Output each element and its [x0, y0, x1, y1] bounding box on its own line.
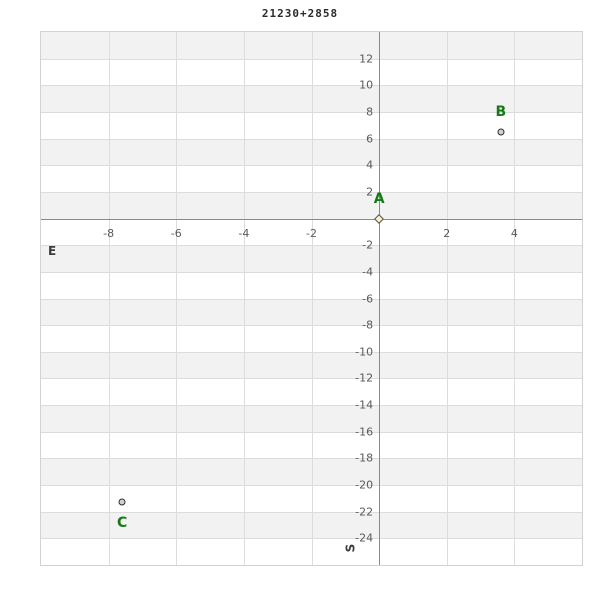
vertical-gridline — [244, 32, 245, 565]
vertical-gridline — [312, 32, 313, 565]
data-point-c-marker — [119, 499, 126, 506]
y-tick-label: -22 — [355, 505, 374, 519]
chart-title: 21230+2858 — [261, 7, 339, 20]
y-tick-label: -4 — [362, 265, 374, 279]
vertical-gridline — [447, 32, 448, 565]
y-axis-line — [379, 32, 380, 565]
data-point-a-label: A — [373, 190, 385, 207]
y-tick-label: 6 — [366, 132, 374, 146]
y-tick-label: -6 — [362, 292, 374, 305]
y-tick-label: -24 — [355, 531, 374, 545]
y-tick-label: -10 — [355, 345, 374, 359]
data-point-b-label: B — [495, 103, 507, 120]
y-tick-label: -18 — [355, 451, 374, 465]
y-tick-label: -8 — [362, 318, 374, 332]
x-tick-label: -8 — [103, 226, 115, 240]
y-tick-label: -16 — [355, 425, 374, 439]
y-tick-label: -14 — [355, 398, 374, 412]
y-tick-label: 2 — [366, 185, 374, 199]
x-tick-label: -2 — [306, 226, 317, 240]
y-tick-label: 12 — [359, 52, 374, 66]
y-axis-direction-label-south: S — [343, 543, 358, 553]
data-point-b-marker — [497, 128, 504, 135]
vertical-gridline — [176, 32, 177, 565]
x-tick-label: -6 — [170, 226, 182, 240]
y-tick-label: -12 — [355, 371, 374, 385]
plot-area — [40, 31, 583, 566]
x-tick-label: 2 — [443, 226, 451, 240]
y-tick-label: 8 — [366, 105, 374, 119]
x-tick-label: 4 — [510, 226, 518, 240]
x-axis-direction-label-east: E — [48, 244, 57, 258]
vertical-gridline — [514, 32, 515, 565]
x-axis-line — [41, 219, 582, 220]
data-point-c-label: C — [117, 515, 128, 532]
vertical-gridline — [109, 32, 110, 565]
x-tick-label: -4 — [238, 226, 250, 240]
y-tick-label: -2 — [362, 238, 374, 252]
y-tick-label: 4 — [366, 158, 374, 172]
y-tick-label: -20 — [355, 478, 374, 492]
y-tick-label: 10 — [359, 78, 374, 92]
